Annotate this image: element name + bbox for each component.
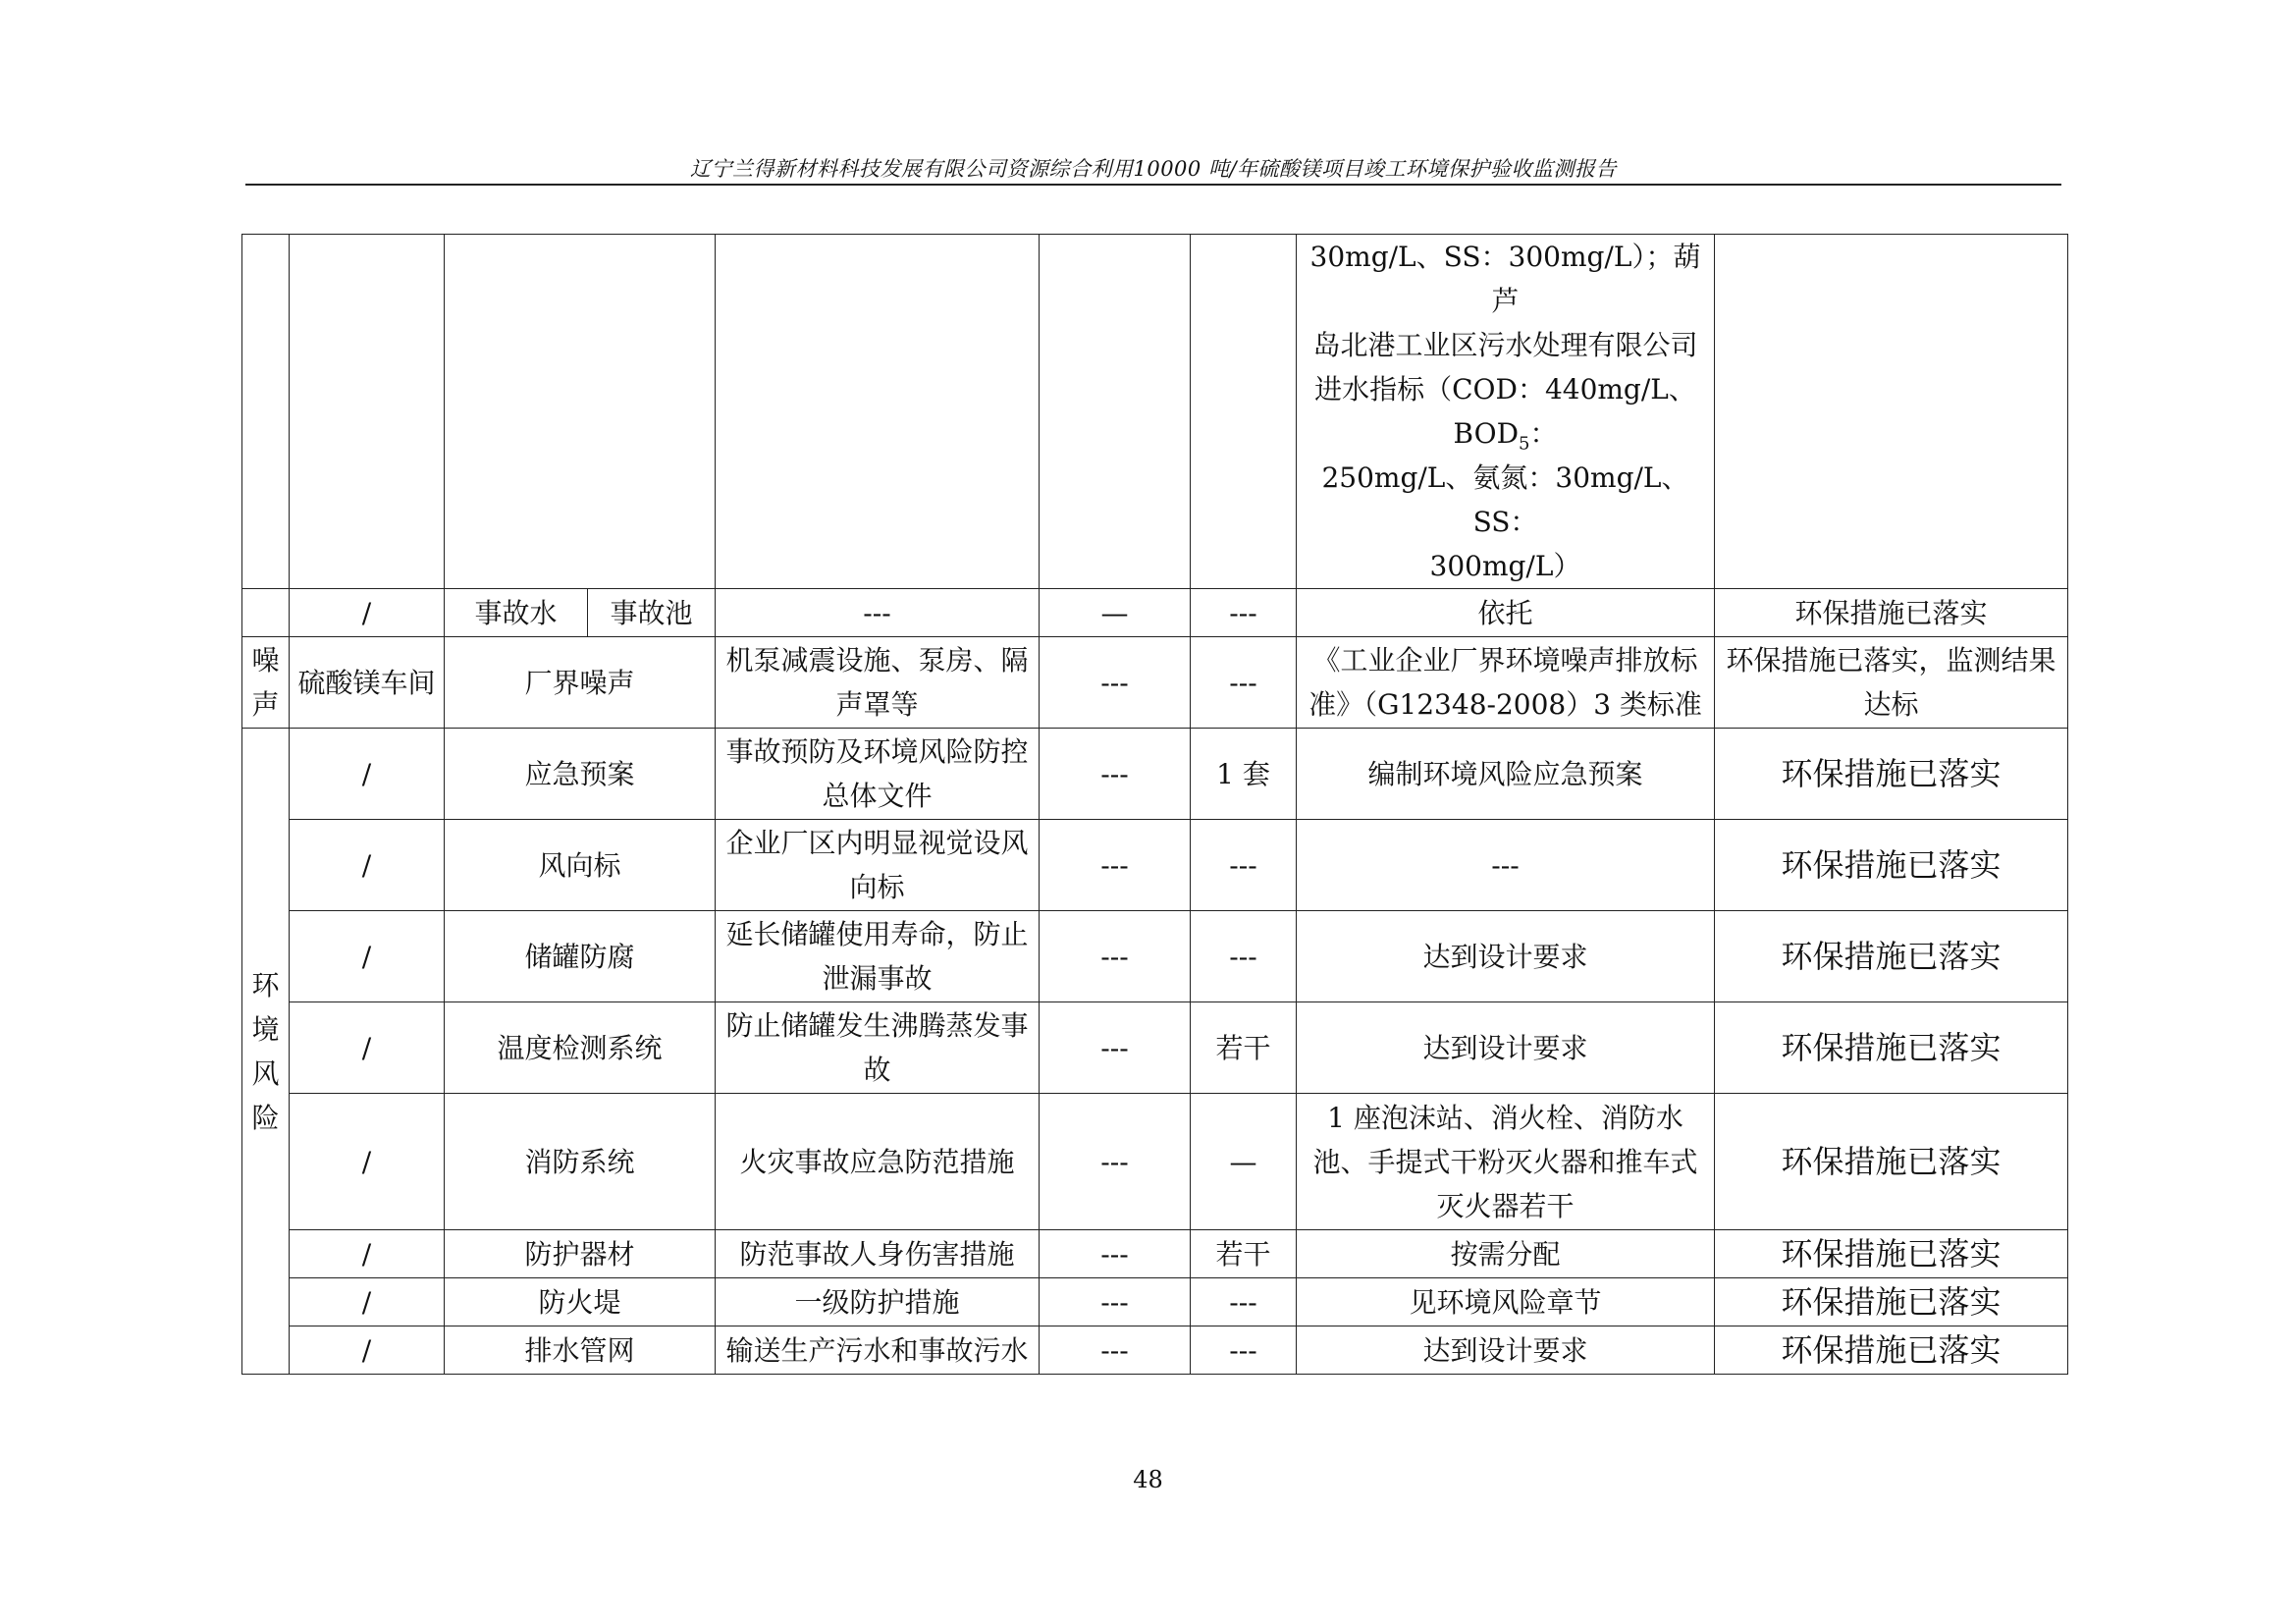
- col6-cell: 1 套: [1191, 729, 1297, 820]
- effect-cell: 达到设计要求: [1297, 1326, 1715, 1375]
- item-cell: 风向标: [445, 820, 716, 911]
- status-cell: 环保措施已落实: [1715, 911, 2068, 1002]
- effect-cell: 编制环境风险应急预案: [1297, 729, 1715, 820]
- col5-cell: ---: [1040, 820, 1191, 911]
- source-cell: /: [290, 1230, 445, 1278]
- table-row: [242, 1230, 2068, 1278]
- pollutant-cell: [445, 235, 716, 589]
- col6-cell: ---: [1191, 1326, 1297, 1375]
- status-cell: 环保措施已落实: [1715, 820, 2068, 911]
- source-cell: /: [290, 1094, 445, 1230]
- status-cell: 环保措施已落实: [1715, 1278, 2068, 1326]
- effect-cell: 达到设计要求: [1297, 911, 1715, 1002]
- category-cell: [242, 589, 290, 637]
- col5-cell: ---: [1040, 1278, 1191, 1326]
- source-cell: /: [290, 589, 445, 637]
- measure-cell: 企业厂区内明显视觉设风向标: [716, 820, 1040, 911]
- item-cell: 排水管网: [445, 1326, 716, 1375]
- category-noise-cell: 噪声: [242, 637, 290, 729]
- col6-cell: ---: [1191, 637, 1297, 729]
- category-cell: [242, 235, 290, 589]
- col5-cell: ---: [1040, 1230, 1191, 1278]
- table-row: [242, 729, 2068, 820]
- effect-cell: 达到设计要求: [1297, 1002, 1715, 1094]
- measure-cell: 一级防护措施: [716, 1278, 1040, 1326]
- table-row: [242, 1094, 2068, 1230]
- table-row-accident-water: [242, 589, 2068, 637]
- measure-cell: 防范事故人身伤害措施: [716, 1230, 1040, 1278]
- measure-cell: [716, 235, 1040, 589]
- col6-cell: ---: [1191, 911, 1297, 1002]
- item-cell: 防护器材: [445, 1230, 716, 1278]
- source-cell: /: [290, 1278, 445, 1326]
- col6-cell: [1191, 235, 1297, 589]
- pollutant-cell: 事故水: [445, 589, 588, 637]
- effect-line: 30mg/L、SS：300mg/L）；葫芦: [1309, 241, 1701, 317]
- table-row: [242, 911, 2068, 1002]
- pollutant-cell: 厂界噪声: [445, 637, 716, 729]
- source-cell: /: [290, 1002, 445, 1094]
- table-row: [242, 1326, 2068, 1375]
- col5-cell: ---: [1040, 637, 1191, 729]
- item-cell: 应急预案: [445, 729, 716, 820]
- effect-cell: 依托: [1297, 589, 1715, 637]
- effect-line: 300mg/L）: [1429, 550, 1581, 582]
- item-cell: 防火堤: [445, 1278, 716, 1326]
- effect-cell: 《工业企业厂界环境噪声排放标准》（G12348-2008）3 类标准: [1297, 637, 1715, 729]
- source-cell: /: [290, 729, 445, 820]
- status-cell: 环保措施已落实: [1715, 729, 2068, 820]
- effect-cell: [1297, 235, 1715, 589]
- col6-cell: —: [1191, 1094, 1297, 1230]
- source-cell: 硫酸镁车间: [290, 637, 445, 729]
- measure-cell: 延长储罐使用寿命，防止泄漏事故: [716, 911, 1040, 1002]
- measure-cell: 机泵减震设施、泵房、隔声罩等: [716, 637, 1040, 729]
- item-cell: 温度检测系统: [445, 1002, 716, 1094]
- facility-cell: 事故池: [588, 589, 716, 637]
- table-row-continuation: [242, 235, 2068, 589]
- source-cell: /: [290, 1326, 445, 1375]
- environmental-measures-table: [241, 234, 2068, 1375]
- source-cell: /: [290, 820, 445, 911]
- status-cell: 环保措施已落实: [1715, 1094, 2068, 1230]
- col5-cell: ---: [1040, 729, 1191, 820]
- col5-cell: ---: [1040, 1002, 1191, 1094]
- effect-cell: ---: [1297, 820, 1715, 911]
- status-cell: 环保措施已落实: [1715, 589, 2068, 637]
- report-header-title: 辽宁兰得新材料科技发展有限公司资源综合利用10000 吨/年硫酸镁项目竣工环境保护验收监测报告: [689, 157, 1618, 181]
- table-row-noise: [242, 637, 2068, 729]
- table-row: [242, 1002, 2068, 1094]
- effect-cell: 见环境风险章节: [1297, 1278, 1715, 1326]
- col6-cell: ---: [1191, 589, 1297, 637]
- page-number: 48: [1133, 1466, 1163, 1493]
- status-cell: 环保措施已落实: [1715, 1326, 2068, 1375]
- status-cell: 环保措施已落实，监测结果达标: [1715, 637, 2068, 729]
- item-cell: 消防系统: [445, 1094, 716, 1230]
- effect-cell: 1 座泡沫站、消火栓、消防水池、手提式干粉灭火器和推车式灭火器若干: [1297, 1094, 1715, 1230]
- status-cell: 环保措施已落实: [1715, 1002, 2068, 1094]
- effect-cell: 按需分配: [1297, 1230, 1715, 1278]
- status-cell: [1715, 235, 2068, 589]
- measure-cell: 输送生产污水和事故污水: [716, 1326, 1040, 1375]
- col6-cell: 若干: [1191, 1002, 1297, 1094]
- effect-line: 进水指标（COD：440mg/L、$BOD_5$：: [1314, 373, 1696, 455]
- table-row: [242, 1278, 2068, 1326]
- col5-cell: ---: [1040, 1326, 1191, 1375]
- status-cell: 环保措施已落实: [1715, 1230, 2068, 1278]
- category-risk-cell: 环境风险: [242, 729, 290, 1375]
- col6-cell: 若干: [1191, 1230, 1297, 1278]
- col5-cell: [1040, 235, 1191, 589]
- measure-cell: 防止储罐发生沸腾蒸发事故: [716, 1002, 1040, 1094]
- effect-line: 250mg/L、氨氮：30mg/L、SS：: [1321, 461, 1689, 538]
- col6-cell: ---: [1191, 820, 1297, 911]
- item-cell: 储罐防腐: [445, 911, 716, 1002]
- col5-cell: ---: [1040, 1094, 1191, 1230]
- source-cell: /: [290, 911, 445, 1002]
- col6-cell: ---: [1191, 1278, 1297, 1326]
- col5-cell: ---: [1040, 911, 1191, 1002]
- measure-cell: 事故预防及环境风险防控总体文件: [716, 729, 1040, 820]
- col5-cell: —: [1040, 589, 1191, 637]
- measure-cell: ---: [716, 589, 1040, 637]
- header-divider: [245, 184, 2061, 186]
- measure-cell: 火灾事故应急防范措施: [716, 1094, 1040, 1230]
- effect-line: 岛北港工业区污水处理有限公司: [1312, 329, 1698, 361]
- source-cell: [290, 235, 445, 589]
- table-row: [242, 820, 2068, 911]
